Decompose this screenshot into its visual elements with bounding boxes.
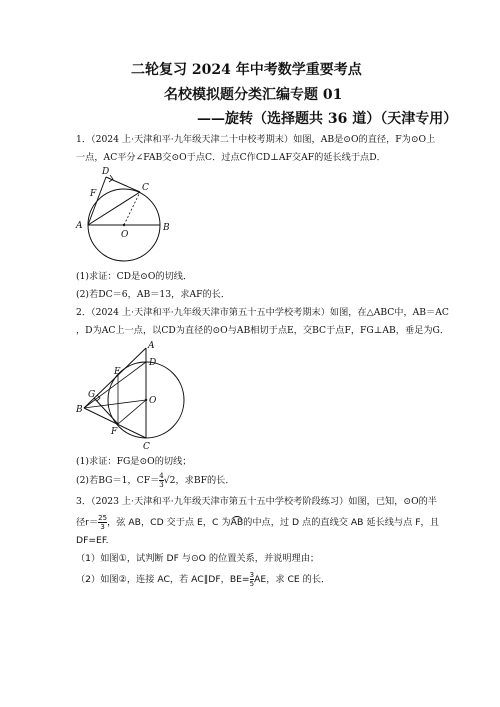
q2-part-1: (1)求证：FG是⊙O的切线； <box>76 456 192 467</box>
title-line-3: ——旋转（选择题共 36 道）（天津专用） <box>197 111 458 127</box>
q3-part-2-den: 5 <box>249 580 255 588</box>
q2-center-dot <box>145 399 147 401</box>
q1-part-2: (2)若DC＝6，AB＝13，求AF的长． <box>76 289 231 300</box>
q3-arc-ab: AB <box>230 517 244 528</box>
q3-part-2 <box>76 571 330 588</box>
q3-line-2-b: ，弦 AB，CD 交于点 E，C 为 <box>107 517 231 528</box>
q2-part-2 <box>76 472 235 489</box>
q2-label-a: A <box>148 341 155 351</box>
q2-figure <box>76 340 196 450</box>
q2-fraction-num: 4 <box>159 472 164 480</box>
q1-label-o: O <box>121 230 129 240</box>
q2-fraction-den: 3 <box>159 481 164 489</box>
q2-label-f: F <box>111 427 118 437</box>
q1-line-dc <box>106 177 140 192</box>
q2-label-c: C <box>143 442 150 452</box>
q2-label-b: B <box>76 405 83 415</box>
q1-text-line-2: 一点，AC平分∠FAB交⊙O于点C．过点C作CD⊥AF交AF的延长线于点D． <box>76 152 386 163</box>
q3-part-1: （1）如图①，试判断 DF 与⊙O 的位置关系，并说明理由； <box>76 553 320 564</box>
q2-label-d: D <box>149 358 157 368</box>
q1-label-b: B <box>163 223 170 233</box>
q2-text-line-1: 2．（2024 上·天津和平·九年级天津市第五十五中学校考期末）如图，在△ABC中，AB＝AC <box>76 307 449 318</box>
q3-text-line-1: 3．（2023 上·天津和平·九年级天津市第五十五中学校考阶段练习）如图，已知，⊙O的半 <box>76 496 437 507</box>
q3-part-2-a: （2）如图②，连接 AC，若 AC∥DF，BE= <box>76 574 250 585</box>
q2-text-line-2: ，D为AC上一点，以CD为直径的⊙O与AB相切于点E，交BC于点F，FG⊥AB，垂足为G． <box>76 325 450 336</box>
q1-label-f: F <box>90 189 97 199</box>
title-line-2: 名校模拟题分类汇编专题 01 <box>164 87 343 103</box>
title-line-1: 二轮复习 2024 年中考数学重要考点 <box>131 62 362 78</box>
q1-label-d: D <box>102 167 110 177</box>
q2-part-2-rest: √2，求BF的长． <box>163 475 235 486</box>
q3-radius-den: 3 <box>100 523 105 531</box>
q2-part-2-text: (2)若BG＝1，CF＝ <box>76 475 160 486</box>
q1-center-dot <box>123 224 125 226</box>
q1-part-1: (1)求证：CD是⊙O的切线． <box>76 271 193 282</box>
q3-part-2-b: AE，求 CE 的长． <box>254 574 331 585</box>
q1-line-ad <box>88 177 106 225</box>
q1-label-a: A <box>76 221 83 231</box>
q2-label-e: E <box>114 367 121 377</box>
q3-radius-label: 径r＝ <box>76 517 99 528</box>
q3-radius-num: 25 <box>98 514 108 522</box>
q3-text-line-3: DF=EF. <box>76 535 109 546</box>
q2-line-fg <box>94 398 118 424</box>
q3-part-2-num: 3 <box>249 571 255 579</box>
q1-figure <box>76 168 186 248</box>
q2-line-of <box>118 400 146 424</box>
q1-label-c: C <box>142 183 149 193</box>
q2-label-o: O <box>149 396 157 406</box>
q3-text-line-2 <box>76 514 439 531</box>
q3-line-2-c: 的中点，过 D 点的直线交 AB 延长线与点 F，且 <box>243 517 439 528</box>
q1-text-line-1: 1．（2024 上·天津和平·九年级天津二十中校考期末）如图，AB是⊙O的直径，F为⊙O上 <box>76 134 436 145</box>
q2-label-g: G <box>88 390 96 400</box>
